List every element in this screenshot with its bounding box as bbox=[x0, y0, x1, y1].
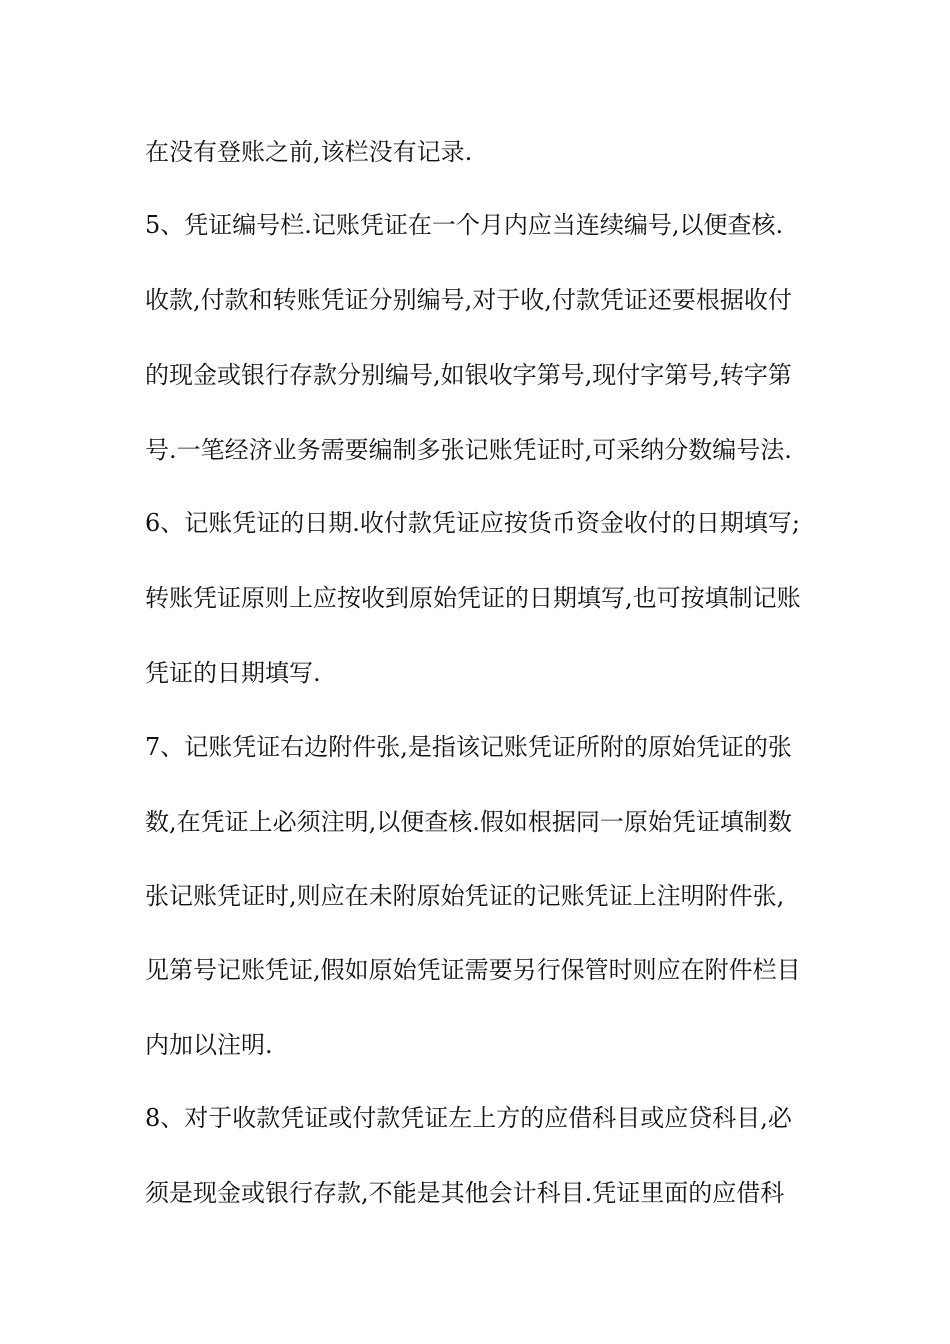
text-line-7: 转账凭证原则上应按收到原始凭证的日期填写,也可按填制记账 bbox=[145, 584, 801, 612]
text-line-14: 8、对于收款凭证或付款凭证左上方的应借科目或应贷科目,必 bbox=[145, 1104, 792, 1132]
text-line-2: 5、凭证编号栏.记账凭证在一个月内应当连续编号,以便查核. bbox=[145, 211, 784, 239]
text-line-6: 6、记账凭证的日期.收付款凭证应按货币资金收付的日期填写; bbox=[145, 509, 800, 537]
text-line-15: 须是现金或银行存款,不能是其他会计科目.凭证里面的应借科 bbox=[145, 1179, 785, 1207]
text-line-5: 号.一笔经济业务需要编制多张记账凭证时,可采纳分数编号法. bbox=[145, 436, 792, 464]
text-line-12: 见第号记账凭证,假如原始凭证需要另行保管时则应在附件栏目 bbox=[145, 956, 801, 984]
text-line-3: 收款,付款和转账凭证分别编号,对于收,付款凭证还要根据收付 bbox=[145, 286, 792, 314]
text-line-4: 的现金或银行存款分别编号,如银收字第号,现付字第号,转字第 bbox=[145, 361, 792, 389]
text-line-10: 数,在凭证上必须注明,以便查核.假如根据同一原始凭证填制数 bbox=[145, 808, 792, 836]
text-line-8: 凭证的日期填写. bbox=[145, 659, 321, 687]
text-line-13: 内加以注明. bbox=[145, 1031, 273, 1059]
text-line-11: 张记账凭证时,则应在未附原始凭证的记账凭证上注明附件张, bbox=[145, 882, 785, 910]
text-line-9: 7、记账凭证右边附件张,是指该记账凭证所附的原始凭证的张 bbox=[145, 733, 792, 761]
text-line-1: 在没有登账之前,该栏没有记录. bbox=[145, 138, 473, 166]
